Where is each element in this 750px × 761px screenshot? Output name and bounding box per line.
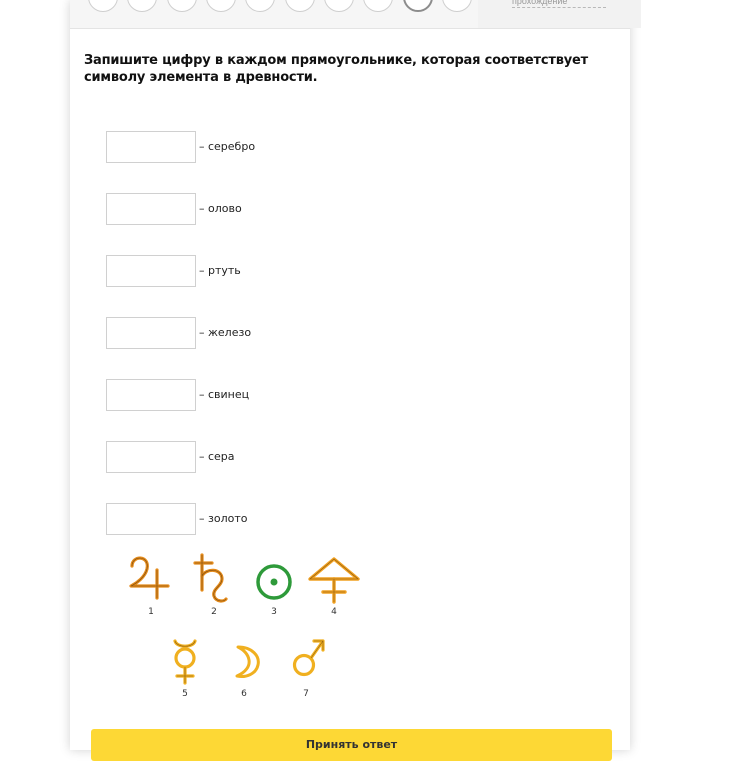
answer-input[interactable] xyxy=(106,131,196,163)
symbol-number: 7 xyxy=(303,689,309,699)
answer-label: – ртуть xyxy=(199,264,241,277)
symbol-number: 5 xyxy=(182,689,188,699)
answer-label: – серебро xyxy=(199,140,256,153)
answer-label: – олово xyxy=(199,202,242,215)
jupiter-icon xyxy=(126,552,172,602)
step-dot[interactable] xyxy=(324,0,354,12)
saturn-icon xyxy=(192,552,236,608)
sulfur-icon xyxy=(306,555,362,605)
answer-label: – железо xyxy=(199,326,252,339)
mercury-icon xyxy=(168,638,202,686)
side-panel xyxy=(478,0,641,28)
answer-input[interactable] xyxy=(106,317,196,349)
step-dot[interactable] xyxy=(206,0,236,12)
submit-answer-button[interactable]: Принять ответ xyxy=(91,729,612,761)
answer-label: – золото xyxy=(199,512,248,525)
symbol-number: 4 xyxy=(331,607,337,617)
question-text: Запишите цифру в каждом прямоугольнике, которая соответствует символу элемента в древности. xyxy=(84,53,588,85)
answer-input[interactable] xyxy=(106,441,196,473)
page-container xyxy=(70,0,630,750)
side-link[interactable]: прохождение xyxy=(512,0,606,8)
symbol-number: 2 xyxy=(211,607,217,617)
answer-label: – свинец xyxy=(199,388,250,401)
moon-icon xyxy=(230,644,264,680)
mars-icon xyxy=(290,636,328,680)
step-dot[interactable] xyxy=(363,0,393,12)
step-dot[interactable] xyxy=(245,0,275,12)
symbol-number: 3 xyxy=(271,607,277,617)
symbol-number: 6 xyxy=(241,689,247,699)
step-dot[interactable] xyxy=(88,0,118,12)
step-dot[interactable] xyxy=(442,0,472,12)
step-dot[interactable] xyxy=(127,0,157,12)
sun-icon xyxy=(254,562,294,602)
answer-input[interactable] xyxy=(106,255,196,287)
answer-input[interactable] xyxy=(106,379,196,411)
answer-input[interactable] xyxy=(106,503,196,535)
answer-label: – сера xyxy=(199,450,235,463)
answer-input[interactable] xyxy=(106,193,196,225)
symbol-number: 1 xyxy=(148,607,154,617)
step-dot[interactable] xyxy=(167,0,197,12)
step-dot-current[interactable] xyxy=(403,0,433,12)
step-dot[interactable] xyxy=(285,0,315,12)
